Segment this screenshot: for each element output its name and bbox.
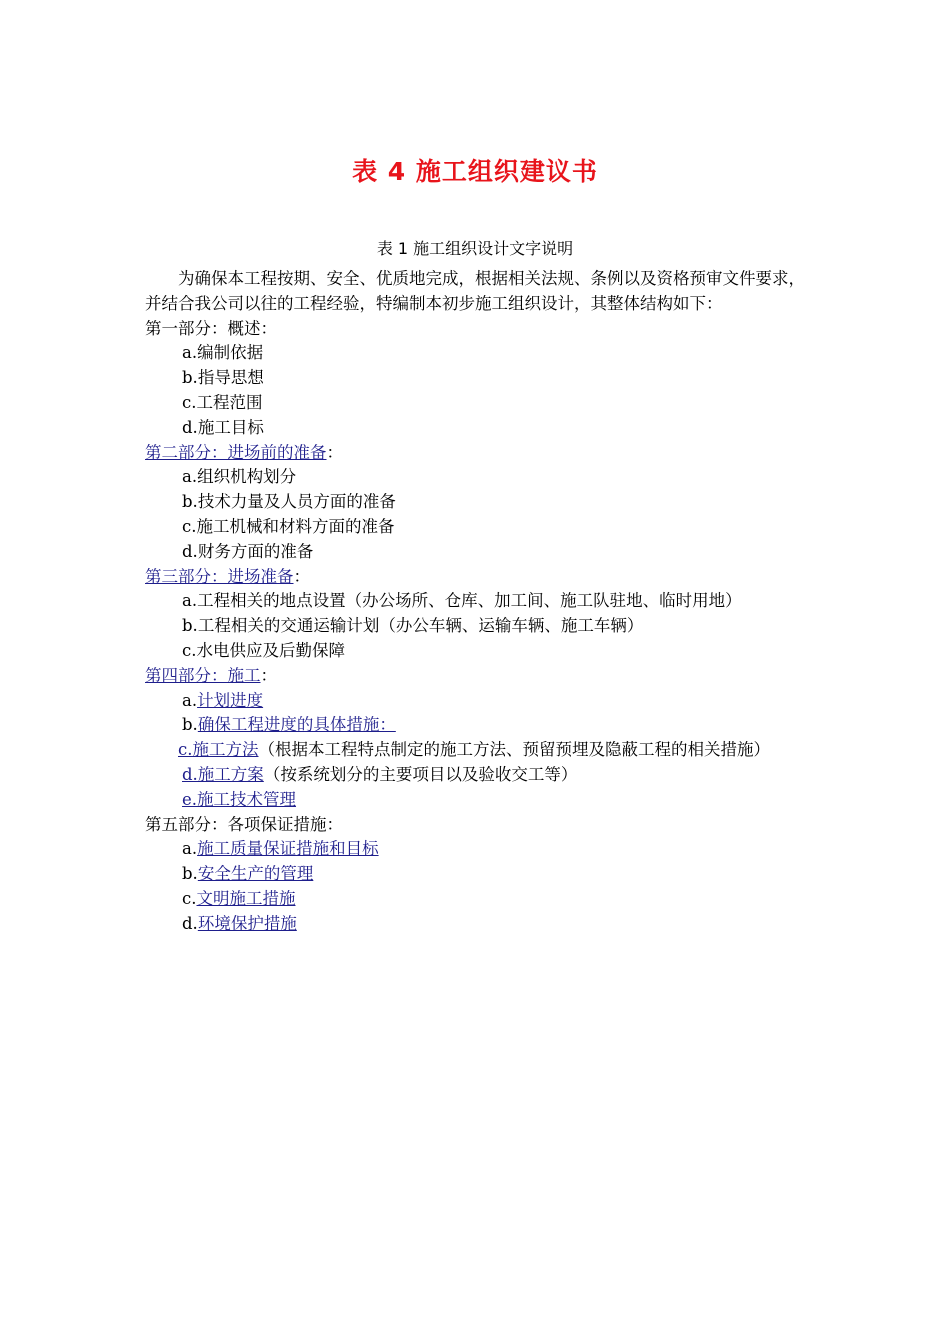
item-text: 指导思想 bbox=[197, 368, 264, 388]
part-heading-link[interactable]: 第三部分：进场准备 bbox=[145, 566, 294, 586]
list-item bbox=[145, 540, 810, 565]
item-link[interactable]: e.施工技术管理 bbox=[182, 789, 297, 809]
item-link[interactable]: d.施工方案 bbox=[182, 764, 264, 784]
item-text: 施工目标 bbox=[197, 417, 264, 437]
colon: ： bbox=[326, 814, 343, 834]
item-prefix: b. bbox=[182, 715, 198, 735]
list-item bbox=[145, 837, 810, 862]
item-prefix: b. bbox=[182, 492, 198, 512]
item-prefix: d. bbox=[182, 417, 198, 437]
item-text: 水电供应及后勤保障 bbox=[196, 640, 345, 660]
colon: ： bbox=[326, 442, 343, 462]
item-link[interactable]: 施工质量保证措施和目标 bbox=[197, 839, 379, 859]
item-prefix: c. bbox=[182, 888, 197, 908]
item-text: 工程范围 bbox=[196, 392, 263, 412]
list-item bbox=[145, 788, 810, 813]
list-item bbox=[145, 912, 810, 937]
list-item bbox=[145, 689, 810, 714]
list-item bbox=[145, 341, 810, 366]
item-text: 施工机械和材料方面的准备 bbox=[196, 516, 395, 536]
item-prefix: a. bbox=[182, 467, 198, 487]
item-link[interactable]: c.施工方法 bbox=[178, 740, 259, 760]
colon: ： bbox=[260, 665, 277, 685]
part-heading-5 bbox=[145, 813, 810, 838]
colon: ： bbox=[293, 566, 310, 586]
part-heading-3 bbox=[145, 565, 810, 590]
part-heading-link[interactable]: 第二部分：进场前的准备 bbox=[145, 442, 327, 462]
item-prefix: b. bbox=[182, 616, 198, 636]
list-item bbox=[145, 589, 810, 614]
intro-paragraph: 为确保本工程按期、安全、优质地完成，根据相关法规、条例以及资格预审文件要求，并结合我公司以往的工程经验，特编制本初步施工组织设计，其整体结构如下： bbox=[145, 269, 805, 313]
item-link[interactable]: 文明施工措施 bbox=[196, 888, 296, 908]
list-item bbox=[145, 614, 810, 639]
part-heading-link[interactable]: 第四部分：施工 bbox=[145, 665, 261, 685]
part-heading-text: 第五部分：各项保证措施 bbox=[145, 814, 327, 834]
part-heading-text: 第一部分：概述 bbox=[145, 318, 261, 338]
item-prefix: a. bbox=[182, 343, 198, 363]
part-heading-2 bbox=[145, 441, 810, 466]
list-item bbox=[145, 465, 810, 490]
item-prefix: d. bbox=[182, 541, 198, 561]
item-prefix: a. bbox=[182, 839, 198, 859]
document-title: 表 4 施工组织建议书 bbox=[352, 157, 598, 186]
item-link[interactable]: 确保工程进度的具体措施： bbox=[197, 715, 396, 735]
list-item bbox=[145, 738, 810, 763]
item-text: 技术力量及人员方面的准备 bbox=[197, 492, 396, 512]
item-text: 编制依据 bbox=[197, 343, 264, 363]
list-item bbox=[145, 763, 810, 788]
list-item bbox=[145, 713, 810, 738]
item-link[interactable]: 安全生产的管理 bbox=[197, 864, 314, 884]
part-heading-1 bbox=[145, 317, 810, 342]
item-link[interactable]: 环境保护措施 bbox=[197, 913, 297, 933]
list-item bbox=[145, 366, 810, 391]
item-text: 财务方面的准备 bbox=[197, 541, 314, 561]
item-prefix: b. bbox=[182, 864, 198, 884]
item-text: 工程相关的交通运输计划（办公车辆、运输车辆、施工车辆） bbox=[197, 616, 644, 636]
item-text: （按系统划分的主要项目以及验收交工等） bbox=[263, 764, 578, 784]
item-text: （根据本工程特点制定的施工方法、预留预埋及隐蔽工程的相关措施） bbox=[258, 740, 770, 760]
item-prefix: c. bbox=[182, 640, 197, 660]
list-item bbox=[145, 639, 810, 664]
item-prefix: c. bbox=[182, 516, 197, 536]
table-subtitle: 表 1 施工组织设计文字说明 bbox=[376, 239, 574, 258]
item-text: 组织机构划分 bbox=[197, 467, 297, 487]
item-prefix: b. bbox=[182, 368, 198, 388]
item-prefix: a. bbox=[182, 591, 198, 611]
list-item bbox=[145, 887, 810, 912]
list-item bbox=[145, 416, 810, 441]
item-link[interactable]: 计划进度 bbox=[197, 690, 264, 710]
colon: ： bbox=[260, 318, 277, 338]
list-item bbox=[145, 515, 810, 540]
list-item bbox=[145, 490, 810, 515]
item-prefix: a. bbox=[182, 690, 198, 710]
document-body bbox=[145, 267, 810, 937]
item-prefix: c. bbox=[182, 392, 197, 412]
part-heading-4 bbox=[145, 664, 810, 689]
list-item bbox=[145, 862, 810, 887]
list-item bbox=[145, 391, 810, 416]
item-prefix: d. bbox=[182, 913, 198, 933]
item-text: 工程相关的地点设置（办公场所、仓库、加工间、施工队驻地、临时用地） bbox=[197, 591, 742, 611]
